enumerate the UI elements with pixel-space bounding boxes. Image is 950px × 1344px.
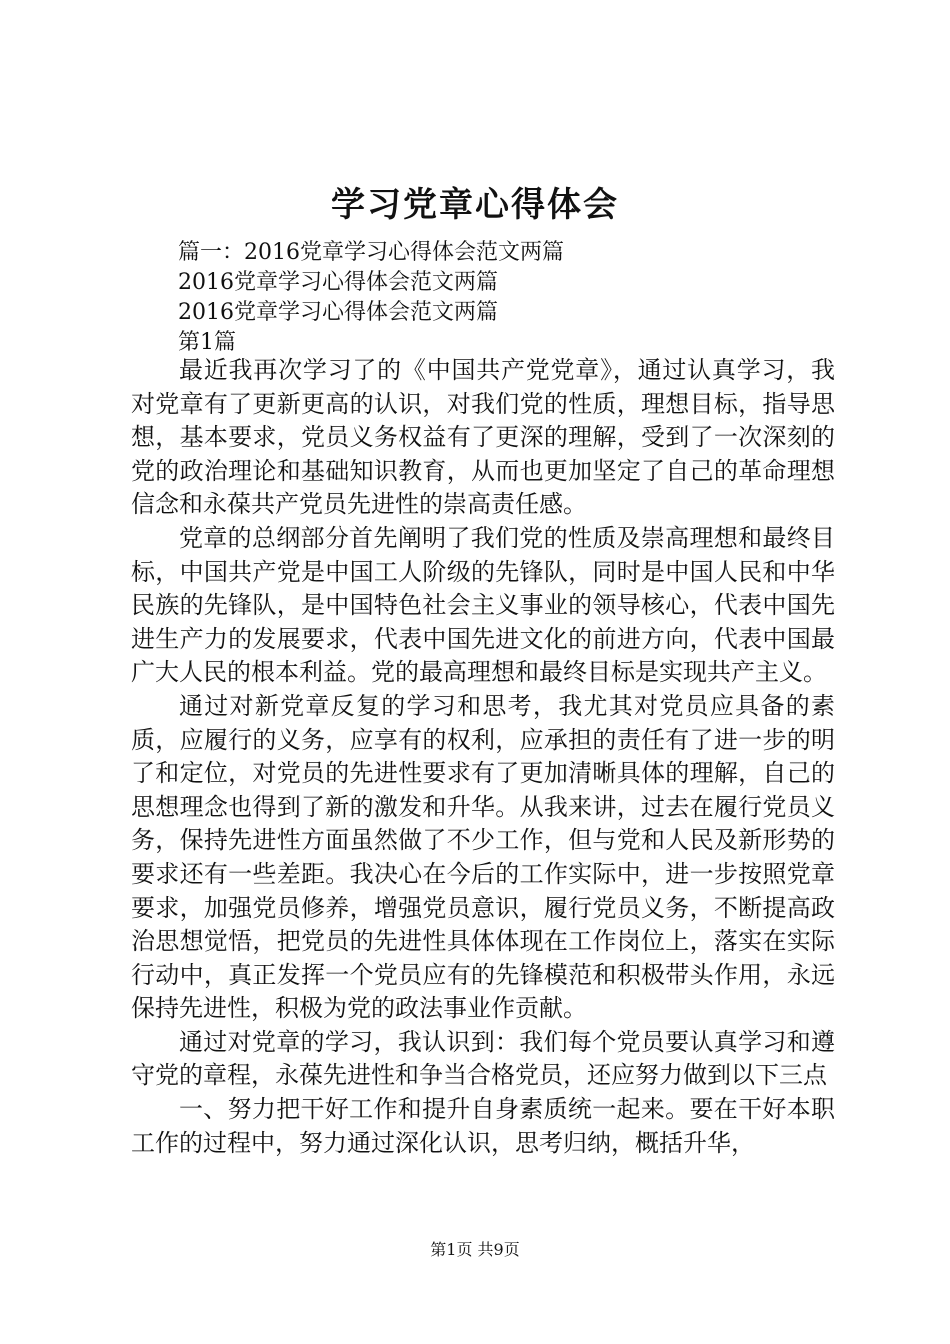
- subheading-line: 2016党章学习心得体会范文两篇: [178, 300, 498, 325]
- paragraph: 通过对党章的学习，我认识到：我们每个党员要认真学习和遵守党的章程，永葆先进性和争当合格党员，还应努力做到以下三点: [131, 1027, 835, 1090]
- paragraph: 一、努力把干好工作和提升自身素质统一起来。要在干好本职工作的过程中，努力通过深化认识，思考归纳，概括升华，: [131, 1095, 835, 1157]
- page-footer: 第1页 共9页: [430, 1240, 520, 1259]
- chapter-label: 第1篇: [178, 330, 236, 355]
- body-text: [131, 354, 835, 1160]
- paragraph: 最近我再次学习了的《中国共产党党章》，通过认真学习，我对党章有了更新更高的认识，对我们党的性质，理想目标，指导思想，基本要求，党员义务权益有了更深的理解，受到了一次深刻的党的政治理论和基础知识教育，从而也更加坚定了自己的革命理想信念和永葆共产党员先进性的崇高责任感。: [131, 356, 835, 519]
- subheading-line: 2016党章学习心得体会范文两篇: [178, 270, 498, 295]
- paragraph: 党章的总纲部分首先阐明了我们党的性质及崇高理想和最终目标，中国共产党是中国工人阶级的先锋队，同时是中国人民和中华民族的先锋队，是中国特色社会主义事业的领导核心，代表中国先进生产力的发展要求，代表中国先进文化的前进方向，代表中国最广大人民的根本利益。党的最高理想和最终目标是实现共产主义。: [131, 523, 835, 687]
- section-heading: 篇一：2016党章学习心得体会范文两篇: [178, 240, 564, 265]
- document-title: 学习党章心得体会: [331, 185, 619, 225]
- paragraph: 通过对新党章反复的学习和思考，我尤其对党员应具备的素质，应履行的义务，应享有的权利，应承担的责任有了进一步的明了和定位，对党员的先进性要求有了更加清晰具体的理解，自己的思想理念也得到了新的激发和升华。从我来讲，过去在履行党员义务，保持先进性方面虽然做了不少工作，但与党和人民及新形势的要求还有一些差距。我决心在今后的工作实际中，进一步按照党章要求，加强党员修养，增强党员意识，履行党员义务，不断提高政治思想觉悟，把党员的先进性具体体现在工作岗位上，落实在实际行动中，真正发挥一个党员应有的先锋模范和积极带头作用，永远保持先进性，积极为党的政法事业作贡献。: [131, 691, 835, 1023]
